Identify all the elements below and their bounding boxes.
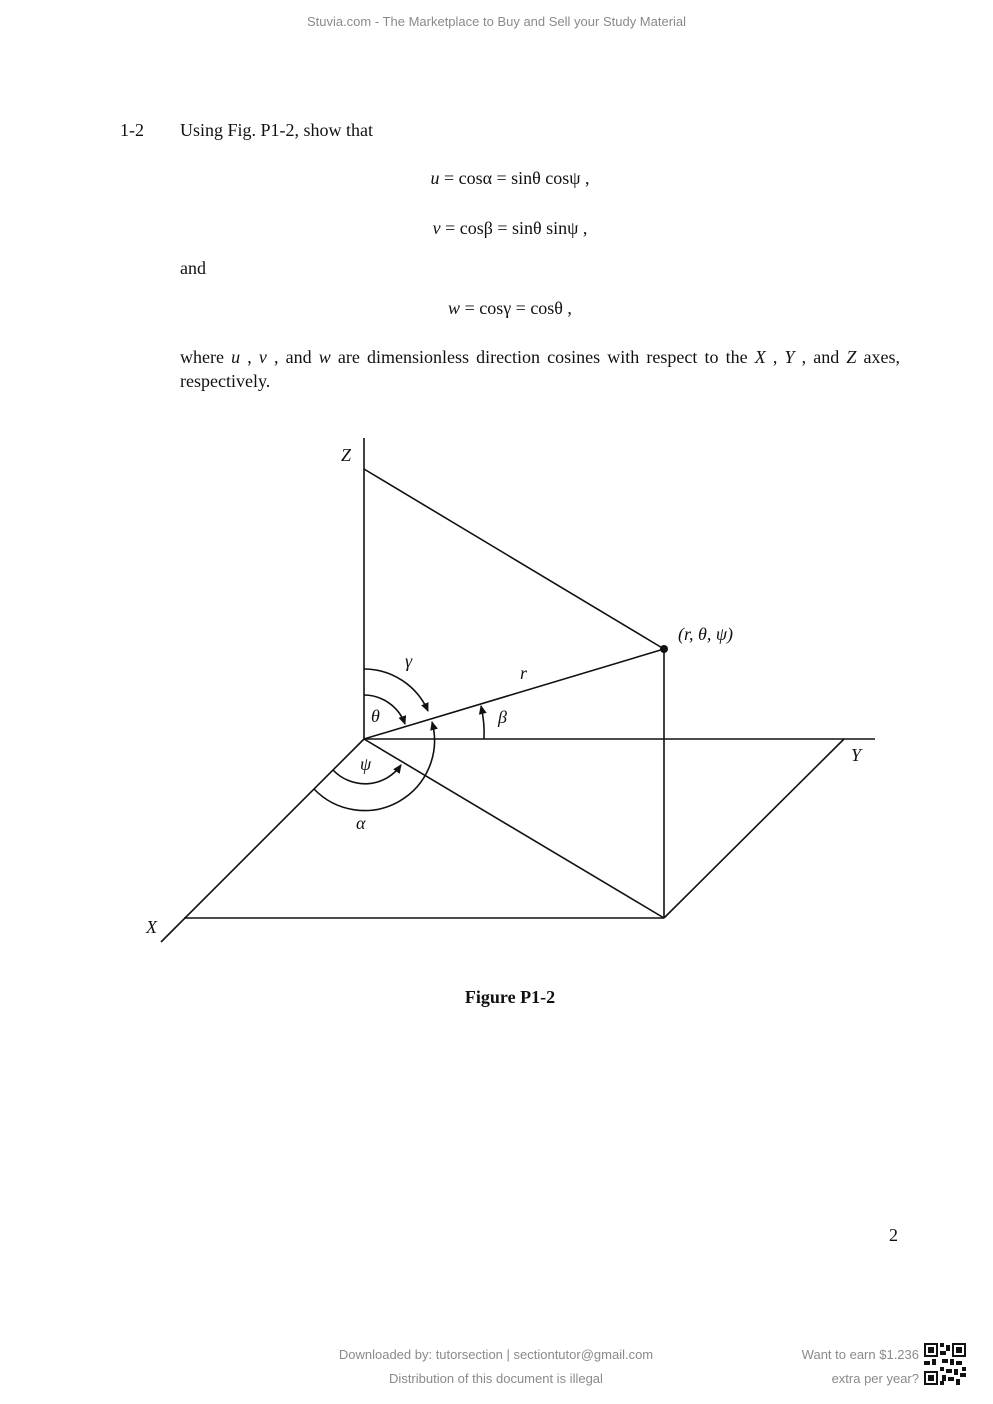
label-beta: β <box>498 707 507 727</box>
xy-projection <box>364 739 664 918</box>
label-z: Z <box>341 445 352 465</box>
label-point: (r, θ, ψ) <box>678 624 734 644</box>
gamma-arc <box>364 669 428 711</box>
desc-text: where <box>180 347 232 367</box>
label-y: Y <box>851 745 862 765</box>
earn-line-1[interactable]: Want to earn $1.236 <box>801 1347 919 1362</box>
equation-u-rhs: = cosα = sinθ cosψ , <box>439 168 590 188</box>
label-alpha: α <box>356 813 366 833</box>
page-number: 2 <box>889 1225 898 1245</box>
desc-text: , <box>765 347 785 367</box>
footer-distribution: Distribution of this document is illegal <box>389 1371 603 1386</box>
qr-code-icon[interactable] <box>924 1343 966 1385</box>
x-axis <box>161 739 364 942</box>
equation-v-lhs: v <box>432 218 441 238</box>
footer-downloaded: Downloaded by: tutorsection | sectiontutor@gmail.com <box>338 1347 654 1362</box>
desc-text: are dimensionless direction cosines with respect to the <box>330 347 755 367</box>
earn-line-2[interactable]: extra per year? <box>831 1371 919 1386</box>
and-text: and <box>180 258 206 278</box>
desc-text: axes, respectively. <box>180 347 900 391</box>
site-header: Stuvia.com - The Marketplace to Buy and Sell your Study Material <box>306 14 687 29</box>
desc-w: w <box>318 347 331 367</box>
desc-v: v <box>258 347 267 367</box>
z-projection <box>364 469 664 649</box>
desc-text: , and <box>794 347 847 367</box>
equation-w-lhs: w <box>448 298 461 318</box>
base-right-edge <box>664 739 844 918</box>
label-theta: θ <box>371 706 380 726</box>
equation-w-rhs: = cosγ = cosθ , <box>460 298 572 318</box>
desc-x: X <box>754 347 766 367</box>
beta-arc <box>481 706 484 739</box>
problem-number: 1-2 <box>120 120 144 140</box>
desc-u: u <box>231 347 241 367</box>
label-gamma: γ <box>405 651 413 671</box>
desc-text: , <box>240 347 259 367</box>
label-r: r <box>520 663 528 683</box>
figure-caption: Figure P1-2 <box>464 987 556 1007</box>
desc-y: Y <box>784 347 795 367</box>
desc-text: , and <box>266 347 319 367</box>
label-x: X <box>146 917 157 937</box>
label-psi: ψ <box>360 754 372 774</box>
problem-intro: Using Fig. P1-2, show that <box>180 120 374 140</box>
equation-v-rhs: = cosβ = sinθ sinψ , <box>440 218 588 238</box>
equation-u-lhs: u <box>430 168 440 188</box>
desc-z: Z <box>846 347 857 367</box>
point-marker <box>660 645 668 653</box>
